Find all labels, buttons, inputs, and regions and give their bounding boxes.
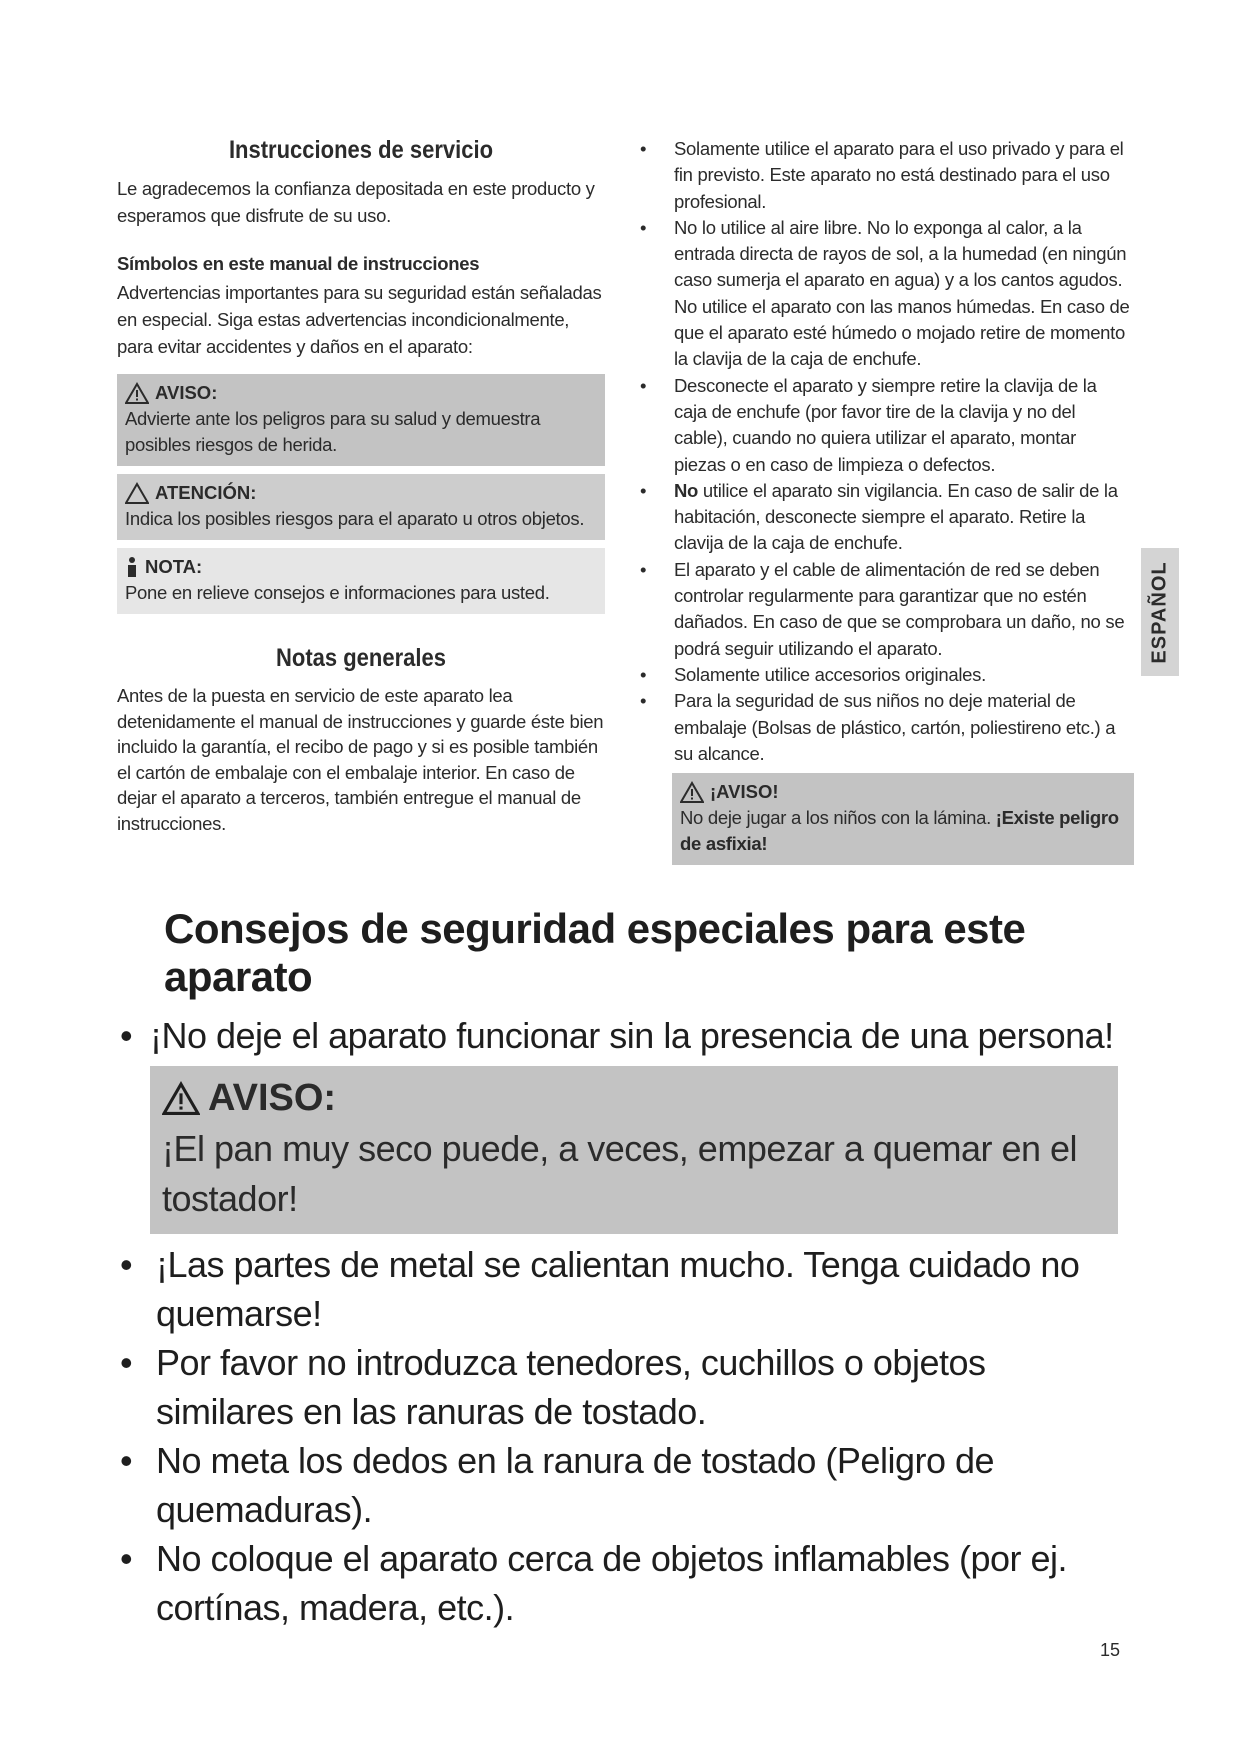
general-notes-text: Antes de la puesta en servicio de este aparato lea detenidamente el manual de instrucciones y guarde éste bien incluido la garantía, el recibo de pago y si es posible también el cartón de embalaje con el embalaje interior. En caso de dejar el aparato a terceros, también entregue el manual de instrucciones.	[117, 685, 604, 834]
special-safety-section	[120, 905, 1130, 1632]
list-item: • ¡No deje el aparato funcionar sin la presencia de una persona!	[120, 1011, 1130, 1060]
list-item: • No meta los dedos en la ranura de tostado (Peligro de quemaduras).	[120, 1436, 1130, 1534]
atencion-box	[117, 474, 605, 540]
atencion-text: Indica los posibles riesgos para el aparato u otros objetos.	[125, 508, 585, 529]
special-safety-title: Consejos de seguridad especiales para este aparato	[164, 905, 1026, 1000]
aviso-toaster-label: AVISO:	[208, 1077, 337, 1119]
warning-icon	[162, 1081, 200, 1115]
left-column	[117, 136, 605, 836]
aviso-children-label: ¡AVISO!	[710, 781, 779, 803]
list-item: • Por favor no introduzca tenedores, cuchillos o objetos similares en las ranuras de tostado.	[120, 1338, 1130, 1436]
language-tab-label: ESPAÑOL	[1148, 560, 1171, 664]
aviso-label: AVISO:	[155, 382, 218, 403]
aviso-children-text: No deje jugar a los niños con la lámina. ¡Existe peligro de asfixia!	[680, 807, 1119, 855]
general-notes-title: Notas generales	[276, 644, 446, 672]
list-item: • No lo utilice al aire libre. No lo exponga al calor, a la entrada directa de rayos de sol, a la humedad (en ningún caso sumerja el aparato en agua) y a los cantos agudos. No utilice el aparato con las manos húmedas. En caso de que el aparato esté húmedo o mojado retire de momento la clavija de la caja de enchufe.	[640, 215, 1130, 373]
list-item: • Solamente utilice accesorios originales.	[640, 662, 1130, 688]
caution-icon	[125, 482, 149, 504]
list-item: • No coloque el aparato cerca de objetos inflamables (por ej. cortínas, madera, etc.).	[120, 1534, 1130, 1632]
language-tab	[1141, 548, 1179, 676]
page-title: Instrucciones de servicio	[228, 136, 494, 164]
intro-text: Le agradecemos la confianza depositada en este producto y esperamos que disfrute de su uso.	[117, 178, 595, 226]
symbols-heading: Símbolos en este manual de instrucciones	[117, 253, 480, 274]
right-column	[640, 136, 1130, 865]
aviso-children-box	[672, 773, 1134, 865]
list-item: • ¡Las partes de metal se calientan mucho. Tenga cuidado no quemarse!	[120, 1240, 1130, 1338]
aviso-box	[117, 374, 605, 466]
info-icon	[125, 556, 139, 578]
list-item: • El aparato y el cable de alimentación de red se deben controlar regularmente para garantizar que no estén dañados. En caso de que se comprobara un daño, no se podrá seguir utilizando el aparato.	[640, 557, 1130, 662]
list-item: • Solamente utilice el aparato para el uso privado y para el fin previsto. Este aparato no está destinado para el uso profesional.	[640, 136, 1130, 215]
symbols-text: Advertencias importantes para su seguridad están señaladas en especial. Siga estas advertencias incondicionalmente, para evitar accidentes y daños en el aparato:	[117, 282, 602, 357]
aviso-toaster-box	[150, 1066, 1118, 1234]
warning-icon	[125, 382, 149, 404]
warning-icon	[680, 781, 704, 803]
nota-text: Pone en relieve consejos e informaciones para usted.	[125, 582, 550, 603]
nota-label: NOTA:	[145, 556, 203, 577]
safety-list	[640, 136, 1130, 767]
special-safety-list	[120, 1011, 1130, 1060]
atencion-label: ATENCIÓN:	[155, 482, 257, 503]
aviso-toaster-text: ¡El pan muy seco puede, a veces, empezar a quemar en el tostador!	[162, 1128, 1078, 1219]
list-item: • Para la seguridad de sus niños no deje material de embalaje (Bolsas de plástico, cartón, poliestireno etc.) a su alcance.	[640, 688, 1130, 767]
nota-box	[117, 548, 605, 614]
aviso-text: Advierte ante los peligros para su salud y demuestra posibles riesgos de herida.	[125, 408, 541, 455]
page-number: 15	[1100, 1640, 1121, 1660]
special-safety-list-2	[120, 1240, 1130, 1632]
list-item: • No utilice el aparato sin vigilancia. En caso de salir de la habitación, desconecte siempre el aparato. Retire la clavija de la caja de enchufe.	[640, 478, 1130, 557]
list-item: • Desconecte el aparato y siempre retire la clavija de la caja de enchufe (por favor tire de la clavija y no del cable), cuando no quiera utilizar el aparato, montar piezas o en caso de limpieza o defectos.	[640, 373, 1130, 478]
